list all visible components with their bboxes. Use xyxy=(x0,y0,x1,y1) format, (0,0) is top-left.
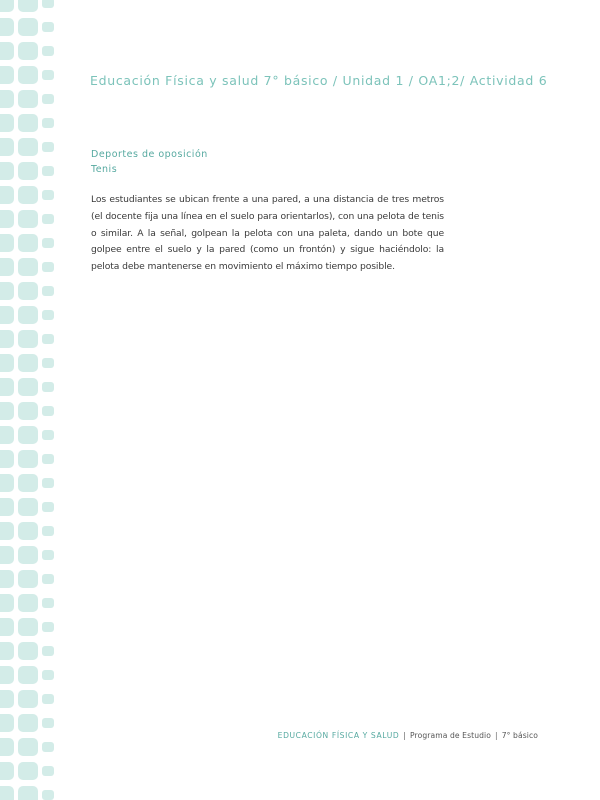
sidebar-tile xyxy=(0,258,14,276)
sidebar-tab xyxy=(42,382,54,392)
page-title: Educación Física y salud 7° básico / Unidad 1 / OA1;2/ Actividad 6 xyxy=(90,73,548,88)
sidebar-tab xyxy=(42,286,54,296)
page-footer xyxy=(278,731,538,740)
sidebar-tab xyxy=(42,550,54,560)
sidebar-tab xyxy=(42,142,54,152)
sidebar-tile xyxy=(0,282,14,300)
sidebar-tile xyxy=(18,618,38,636)
sidebar-tab xyxy=(42,694,54,704)
sidebar-tile xyxy=(18,522,38,540)
sidebar-tile xyxy=(18,258,38,276)
sidebar-tile xyxy=(0,306,14,324)
footer-subject: EDUCACIÓN FÍSICA Y SALUD xyxy=(277,731,400,740)
activity-description: Los estudiantes se ubican frente a una pared, a una distancia de tres metros (el docente fija una línea en el suelo para orientarlos), con una pelota de tenis o similar. A la señal, golpean la pelota con una paleta, dando un bote que golpee entre el suelo y la pared (como un frontón) y sigue haciéndolo: la pelota debe mantenerse en movimiento el máximo tiempo posible. xyxy=(91,194,444,273)
sidebar-tile xyxy=(18,330,38,348)
sidebar-tile xyxy=(18,90,38,108)
sidebar-tab xyxy=(42,766,54,776)
sidebar-tab xyxy=(42,190,54,200)
sidebar-tile xyxy=(18,738,38,756)
sidebar-tile xyxy=(18,354,38,372)
sidebar-tile xyxy=(18,378,38,396)
sidebar-tile xyxy=(18,474,38,492)
sidebar-tile xyxy=(18,666,38,684)
sidebar-tile xyxy=(18,594,38,612)
sidebar-tab xyxy=(42,22,54,32)
decorative-sidebar-pattern xyxy=(0,0,56,800)
sidebar-tile xyxy=(0,546,14,564)
sidebar-tab xyxy=(42,46,54,56)
sidebar-tile xyxy=(0,330,14,348)
sidebar-tab xyxy=(42,0,54,8)
sidebar-tab xyxy=(42,502,54,512)
sidebar-tile xyxy=(0,234,14,252)
sidebar-tile xyxy=(0,162,14,180)
section-heading xyxy=(91,147,208,177)
sidebar-tile xyxy=(0,402,14,420)
sidebar-tab xyxy=(42,478,54,488)
sidebar-tile xyxy=(0,642,14,660)
footer-grade: 7° básico xyxy=(501,731,538,740)
footer-program: Programa de Estudio xyxy=(409,731,492,740)
sidebar-tile xyxy=(0,66,14,84)
sidebar-tile xyxy=(0,714,14,732)
sidebar-tile xyxy=(0,354,14,372)
sidebar-tab xyxy=(42,622,54,632)
sidebar-tile xyxy=(0,378,14,396)
sidebar-tab xyxy=(42,598,54,608)
sidebar-tile xyxy=(18,18,38,36)
sidebar-tile xyxy=(0,450,14,468)
sidebar-tile xyxy=(0,18,14,36)
sidebar-tile xyxy=(0,426,14,444)
sidebar-tile xyxy=(0,474,14,492)
sidebar-tab xyxy=(42,262,54,272)
sidebar-tab xyxy=(42,454,54,464)
sidebar-tab xyxy=(42,742,54,752)
sidebar-tile xyxy=(18,42,38,60)
sidebar-tab xyxy=(42,70,54,80)
sidebar-tab xyxy=(42,430,54,440)
activity-sport: Tenis xyxy=(91,164,118,175)
sidebar-tile xyxy=(0,498,14,516)
sidebar-tile xyxy=(0,42,14,60)
sidebar-tile xyxy=(0,138,14,156)
sidebar-tile xyxy=(0,690,14,708)
sidebar-tab xyxy=(42,574,54,584)
sidebar-tile xyxy=(0,522,14,540)
sidebar-tile xyxy=(0,0,14,12)
sidebar-tile xyxy=(0,666,14,684)
sidebar-tile xyxy=(18,66,38,84)
sidebar-tile xyxy=(18,786,38,800)
sidebar-tab xyxy=(42,238,54,248)
sidebar-tab xyxy=(42,166,54,176)
sidebar-tile xyxy=(18,0,38,12)
footer-separator: | xyxy=(403,731,406,740)
sidebar-tab xyxy=(42,94,54,104)
sidebar-tile xyxy=(18,570,38,588)
sidebar-tile xyxy=(0,90,14,108)
sidebar-tile xyxy=(18,234,38,252)
sidebar-tile xyxy=(18,546,38,564)
sidebar-tile xyxy=(18,186,38,204)
sidebar-tab xyxy=(42,790,54,800)
sidebar-tile xyxy=(18,306,38,324)
sidebar-tile xyxy=(18,162,38,180)
sidebar-tab xyxy=(42,526,54,536)
sidebar-tab xyxy=(42,718,54,728)
sidebar-tile xyxy=(0,762,14,780)
sidebar-tab xyxy=(42,214,54,224)
sidebar-tile xyxy=(0,738,14,756)
sidebar-tile xyxy=(18,498,38,516)
sidebar-tile xyxy=(18,714,38,732)
sidebar-tile xyxy=(18,210,38,228)
sidebar-tab xyxy=(42,406,54,416)
sidebar-tile xyxy=(0,114,14,132)
sidebar-tab xyxy=(42,358,54,368)
footer-separator: | xyxy=(495,731,498,740)
sidebar-tile xyxy=(18,450,38,468)
sidebar-tile xyxy=(18,762,38,780)
sidebar-tab xyxy=(42,334,54,344)
sidebar-tile xyxy=(0,594,14,612)
sidebar-tile xyxy=(18,282,38,300)
sidebar-tile xyxy=(18,114,38,132)
sidebar-tile xyxy=(18,138,38,156)
sidebar-tab xyxy=(42,670,54,680)
sidebar-tile xyxy=(0,210,14,228)
sidebar-tab xyxy=(42,310,54,320)
sidebar-tile xyxy=(0,786,14,800)
sidebar-tab xyxy=(42,646,54,656)
sidebar-tile xyxy=(18,426,38,444)
sidebar-tile xyxy=(18,690,38,708)
sidebar-tile xyxy=(0,618,14,636)
sidebar-tile xyxy=(18,642,38,660)
sidebar-tile xyxy=(0,186,14,204)
activity-category: Deportes de oposición xyxy=(91,149,208,160)
sidebar-tile xyxy=(0,570,14,588)
sidebar-tab xyxy=(42,118,54,128)
sidebar-tile xyxy=(18,402,38,420)
